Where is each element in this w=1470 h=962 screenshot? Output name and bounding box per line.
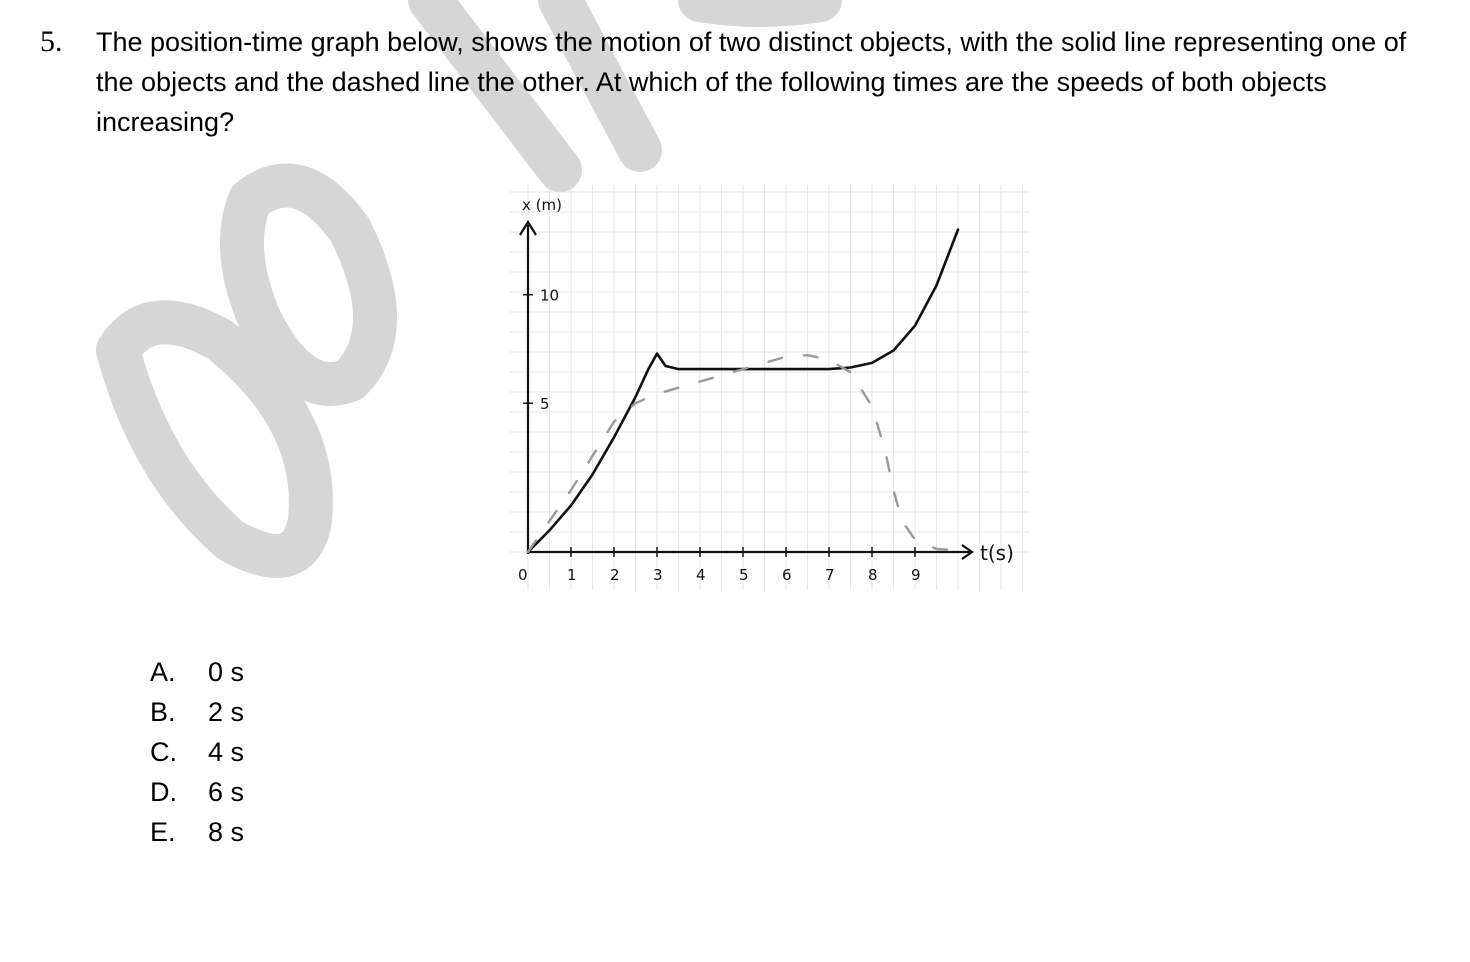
x-tick-label: 6	[782, 566, 792, 584]
graph-axes	[520, 222, 972, 559]
question-text: The position-time graph below, shows the motion of two distinct objects, with the solid line representing one of the objects and the dashed line the other. At which of the following times are the speeds of both objects increasing?	[96, 27, 1407, 137]
x-tick-label: 9	[911, 566, 921, 584]
choice-text: 4 s	[208, 737, 245, 767]
choice-letter: E.	[150, 817, 176, 847]
choice-a[interactable]	[150, 652, 244, 692]
x-tick-label: 7	[825, 566, 835, 584]
x-axis-label: t(s)	[980, 541, 1014, 565]
choice-text: 0 s	[208, 657, 245, 687]
choice-letter: B.	[150, 697, 176, 727]
x-tick-label: 2	[610, 566, 620, 584]
choice-text: 6 s	[208, 777, 245, 807]
x-tick-label: 0	[518, 566, 528, 584]
x-tick-label: 8	[868, 566, 878, 584]
choice-letter: D.	[150, 777, 177, 807]
graph-grid	[510, 180, 1030, 590]
answer-choices	[150, 652, 244, 852]
choice-d[interactable]	[150, 772, 244, 812]
position-time-graph	[500, 180, 1040, 600]
question-number: 5.	[40, 25, 63, 58]
choice-letter: A.	[150, 657, 176, 687]
choice-c[interactable]	[150, 732, 244, 772]
graph-ticks	[518, 287, 921, 584]
x-tick-label: 1	[567, 566, 577, 584]
x-tick-label: 4	[696, 566, 706, 584]
choice-e[interactable]	[150, 812, 244, 852]
choice-letter: C.	[150, 737, 177, 767]
choice-text: 2 s	[208, 697, 245, 727]
choice-b[interactable]	[150, 692, 244, 732]
x-tick-label: 5	[739, 566, 749, 584]
y-axis-label: x (m)	[522, 196, 562, 214]
y-tick-label: 5	[540, 395, 550, 414]
y-tick-label: 10	[540, 286, 560, 305]
choice-text: 8 s	[208, 817, 245, 847]
x-tick-label: 3	[653, 566, 663, 584]
